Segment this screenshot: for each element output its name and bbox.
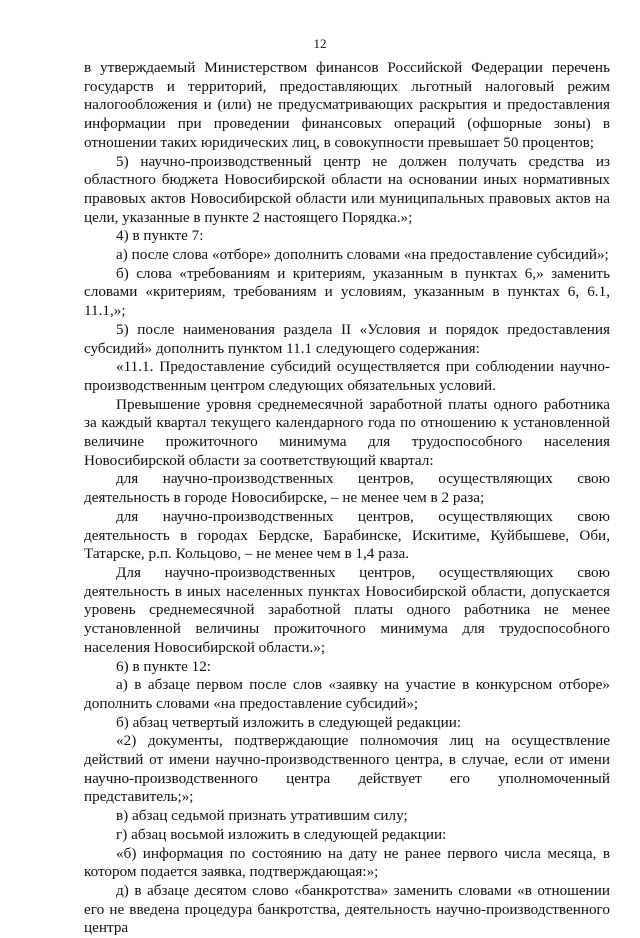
paragraph: 6) в пункте 12:: [116, 657, 212, 675]
paragraph: «11.1. Предоставление субсидий осуществляется при соблюдении научно-производственным центром следующих обязательных условий.: [84, 358, 610, 394]
paragraph: «2) документы, подтверждающие полномочия лиц на осуществление действий от имени научно-производственного центра, в случае, если от имени научно-производственного центра действует его уполномоченный представитель;»;: [84, 732, 610, 806]
paragraph: Для научно-производственных центров, осуществляющих свою деятельность в иных населенных пунктах Новосибирской области, допускается уровень среднемесячной заработной платы одного работника не менее установленной величины прожиточного минимума для трудоспособного населения Новосибирской области.»;: [84, 563, 610, 656]
paragraph: для научно-производственных центров, осуществляющих свою деятельность в городах Бердске, Барабинске, Искитиме, Куйбышеве, Оби, Татарске, р.п. Кольцово, – не менее чем в 1,4 раза.: [84, 507, 610, 563]
paragraph: а) в абзаце первом после слов «заявку на участие в конкурсном отборе» дополнить словами «на предоставление субсидий»;: [84, 676, 610, 712]
paragraph: б) абзац четвертый изложить в следующей редакции:: [116, 713, 462, 731]
page-number: 12: [313, 36, 327, 51]
paragraph: б) слова «требованиям и критериям, указанным в пунктах 6,» заменить словами «критериям, требованиям и условиям, указанным в пунктах 6, 6.1, 11.1,»;: [84, 264, 610, 320]
paragraph: а) после слова «отборе» дополнить словами «на предоставление субсидий»;: [116, 246, 609, 264]
paragraph: д) в абзаце десятом слово «банкротства» заменить словами «в отношении его не введена процедура банкротства, деятельность научно-производственного центра: [84, 881, 610, 937]
paragraph: в) абзац седьмой признать утратившим силу;: [116, 807, 408, 825]
document-body: [84, 59, 610, 938]
paragraph: г) абзац восьмой изложить в следующей редакции:: [116, 825, 447, 843]
paragraph: для научно-производственных центров, осуществляющих свою деятельность в городе Новосибирске, – не менее чем в 2 раза;: [84, 470, 610, 507]
paragraph: 4) в пункте 7:: [116, 227, 204, 245]
paragraph: 5) после наименования раздела II «Условия и порядок предоставления субсидий» дополнить пунктом 11.1 следующего содержания:: [84, 320, 610, 357]
paragraph: Превышение уровня среднемесячной заработной платы одного работника за каждый квартал текущего календарного года по отношению к установленной величине прожиточного минимума для трудоспособного населения Новосибирской области за соответствующий квартал:: [84, 395, 610, 469]
paragraph: 5) научно-производственный центр не должен получать средства из областного бюджета Новосибирской области на основании иных нормативных правовых актов Новосибирской области или муниципальных правовых актов на цели, указанные в пункте 2 настоящего Порядка.»;: [84, 152, 610, 226]
paragraph: в утверждаемый Министерством финансов Российской Федерации перечень государств и территорий, предоставляющих льготный налоговый режим налогообложения и (или) не предусматривающих раскрытия и предоставления информации при проведении финансовых операций (офшорные зоны) в отношении таких юридических лиц, в совокупности превышает 50 процентов;: [84, 59, 610, 151]
paragraph: «б) информация по состоянию на дату не ранее первого числа месяца, в котором подается заявка, подтверждающая:»;: [84, 844, 610, 881]
